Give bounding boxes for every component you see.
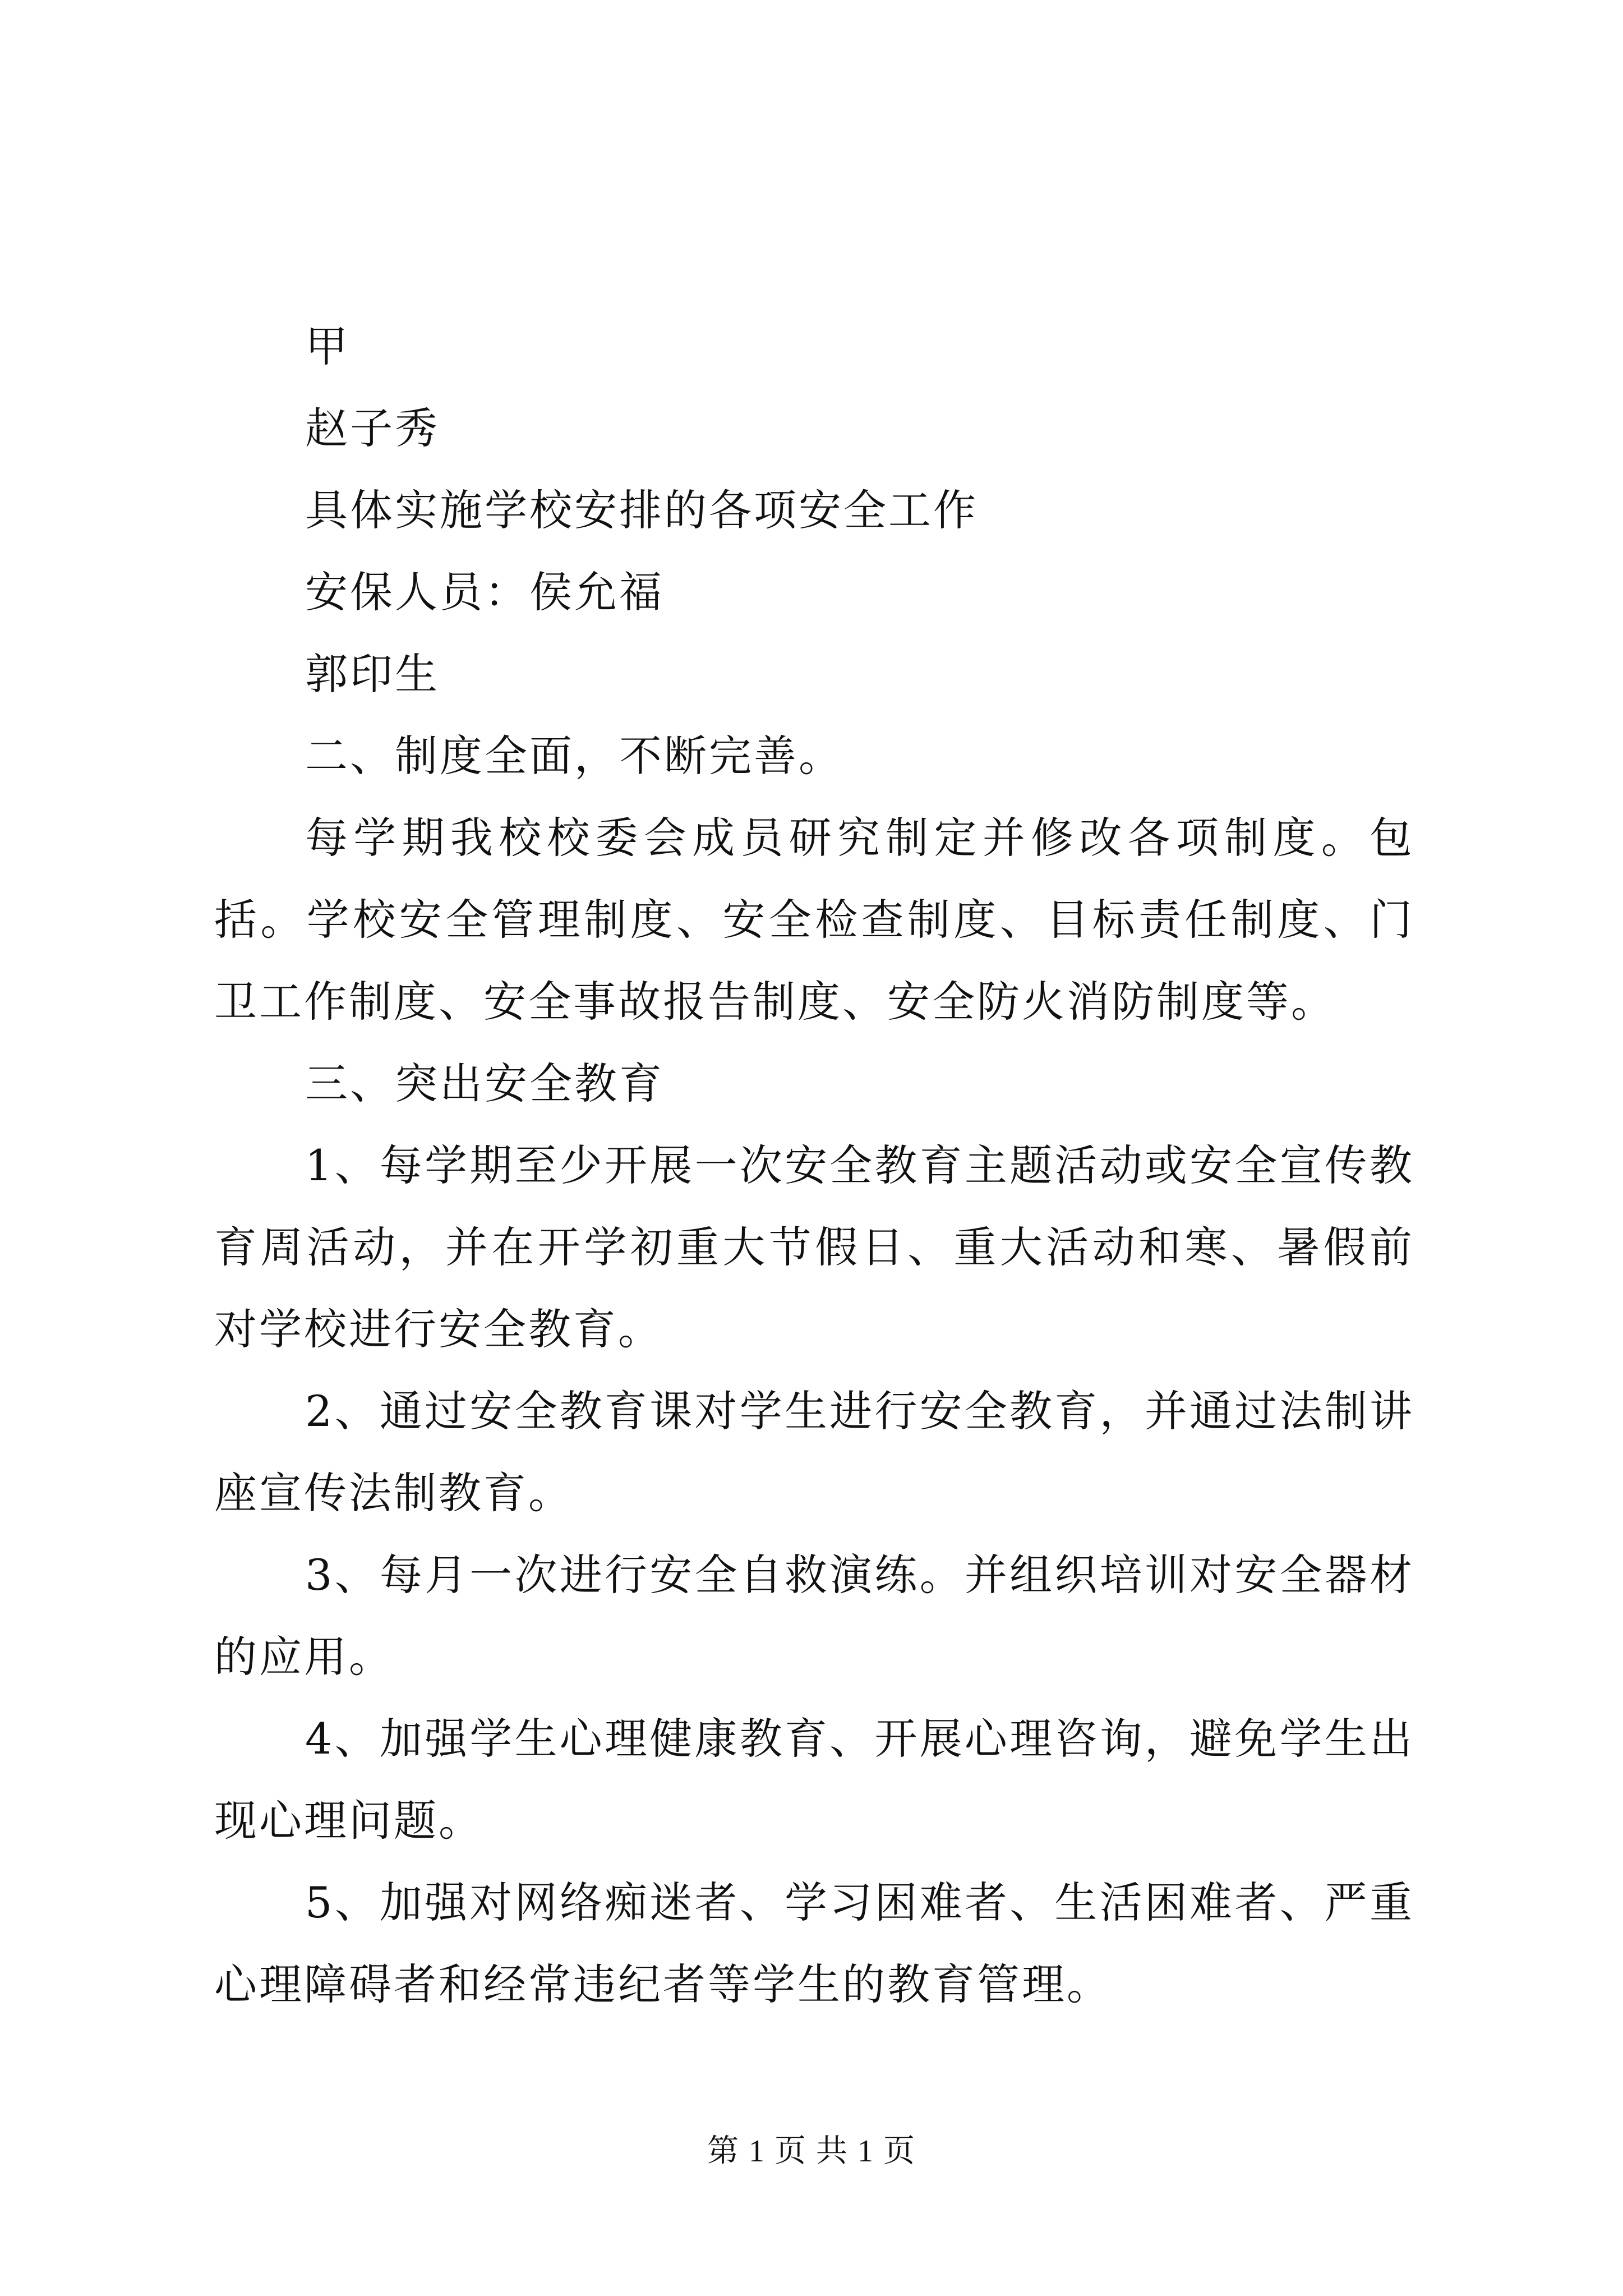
paragraph-4: 安保人员：侯允福 <box>305 567 664 617</box>
list-item-5: 5、加强对网络痴迷者、学习困难者、生活困难者、严重心理障碍者和经常违纪者等学生的教育管理。 <box>214 1878 1414 2009</box>
list-item-3: 3、每月一次进行安全自救演练。并组织培训对安全器材的应用。 <box>214 1550 1414 1682</box>
paragraph-1: 甲 <box>305 321 350 371</box>
page-number-footer: 第 1 页 共 1 页 <box>707 2134 916 2169</box>
paragraph-7: 每学期我校校委会成员研究制定并修改各项制度。包括。学校安全管理制度、安全检查制度、目标责任制度、门卫工作制度、安全事故报告制度、安全防火消防制度等。 <box>214 813 1414 1027</box>
paragraph-2: 赵子秀 <box>305 403 440 453</box>
document-body <box>214 306 1414 2026</box>
list-item-2: 2、通过安全教育课对学生进行安全教育，并通过法制讲座宣传法制教育。 <box>214 1386 1414 1518</box>
paragraph-5: 郭印生 <box>305 649 440 699</box>
section-heading-2: 二、制度全面，不断完善。 <box>305 731 843 781</box>
list-item-4: 4、加强学生心理健康教育、开展心理咨询，避免学生出现心理问题。 <box>214 1714 1414 1846</box>
paragraph-3: 具体实施学校安排的各项安全工作 <box>305 485 978 535</box>
section-heading-3: 三、突出安全教育 <box>305 1059 664 1108</box>
list-item-1: 1、每学期至少开展一次安全教育主题活动或安全宣传教育周活动，并在开学初重大节假日、重大活动和寒、暑假前对学校进行安全教育。 <box>214 1140 1414 1354</box>
